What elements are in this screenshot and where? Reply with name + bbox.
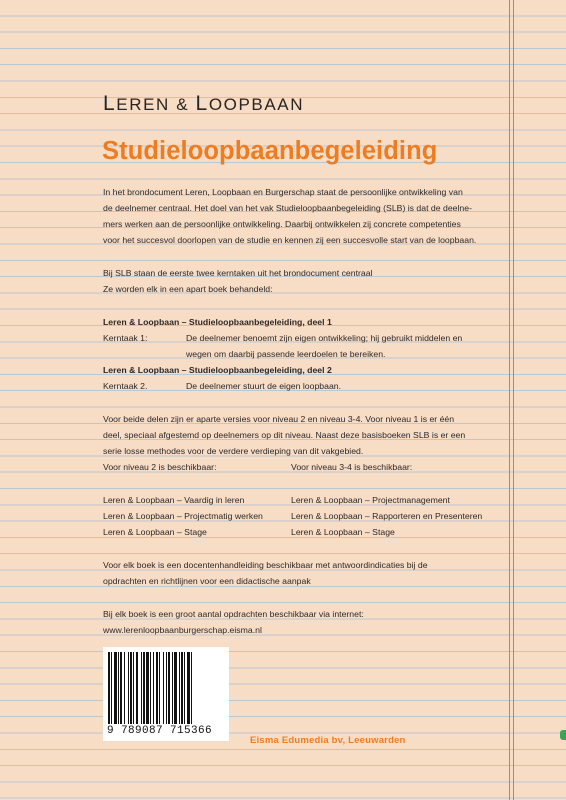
level34-header: Voor niveau 3-4 is beschikbaar: [291,462,413,472]
slb-line: Ze worden elk in een apart boek behandeld: [103,284,273,294]
barcode-bars [108,652,224,724]
barcode [103,647,229,741]
teacher-line: Voor elk boek is een docentenhandleiding beschikbaar met antwoordindicaties bij de [103,560,428,570]
versions-line: Voor beide delen zijn er aparte versies voor niveau 2 en niveau 3-4. Voor niveau 1 is er één [103,414,455,424]
part1-label: Kerntaak 1: [103,333,148,343]
part1-text: De deelnemer benoemt zijn eigen ontwikkeling; hij gebruikt middelen en [186,333,463,343]
versions-line: deel, speciaal afgestemd op deelnemers op dit niveau. Naast deze basisboeken SLB is er een [103,430,466,440]
level2-book: Leren & Loopbaan – Projectmatig werken [103,511,263,521]
green-tab [560,730,566,740]
intro-line: de deelnemer centraal. Het doel van het vak Studieloopbaanbegeleiding (SLB) is dat de deelne- [103,203,472,213]
isbn-number: 9 789087 715366 [107,725,213,737]
internet-line: Bij elk boek is een groot aantal opdrachten beschikbaar via internet: [103,609,364,619]
part1-title: Leren & Loopbaan – Studieloopbaanbegeleiding, deel 1 [103,317,332,327]
part2-text: De deelnemer stuurt de eigen loopbaan. [186,381,342,391]
margin-line [509,0,510,800]
level2-book: Leren & Loopbaan – Vaardig in leren [103,495,245,505]
intro-line: In het brondocument Leren, Loopbaan en Burgerschap staat de persoonlijke ontwikkeling van [103,187,463,197]
level34-book: Leren & Loopbaan – Projectmanagement [291,495,450,505]
series-title: LEREN & LOOPBAAN [103,92,305,115]
book-title: Studieloopbaanbegeleiding [102,137,438,165]
teacher-line: opdrachten en richtlijnen voor een didactische aanpak [103,576,311,586]
level2-book: Leren & Loopbaan – Stage [103,527,207,537]
slb-line: Bij SLB staan de eerste twee kerntaken uit het brondocument centraal [103,268,373,278]
publisher: Eisma Edumedia bv, Leeuwarden [250,735,406,746]
intro-line: voor het succesvol doorlopen van de studie en kennen zij een succesvolle start van de loopbaan. [103,235,477,245]
intro-line: mers werken aan de persoonlijke ontwikkeling. Daarbij ontwikkelen zij concrete competenties [103,219,461,229]
part2-title: Leren & Loopbaan – Studieloopbaanbegeleiding, deel 2 [103,365,332,375]
part2-label: Kerntaak 2. [103,381,148,391]
website-url: www.lerenloopbaanburgerschap.eisma.nl [103,625,262,635]
versions-line: serie losse methodes voor de verdere verdieping van dit vakgebied. [103,446,364,456]
margin-line [513,0,514,800]
level34-book: Leren & Loopbaan – Stage [291,527,395,537]
part1-text: wegen om daarbij passende leerdoelen te bereiken. [186,349,386,359]
level34-book: Leren & Loopbaan – Rapporteren en Presenteren [291,511,483,521]
level2-header: Voor niveau 2 is beschikbaar: [103,462,217,472]
